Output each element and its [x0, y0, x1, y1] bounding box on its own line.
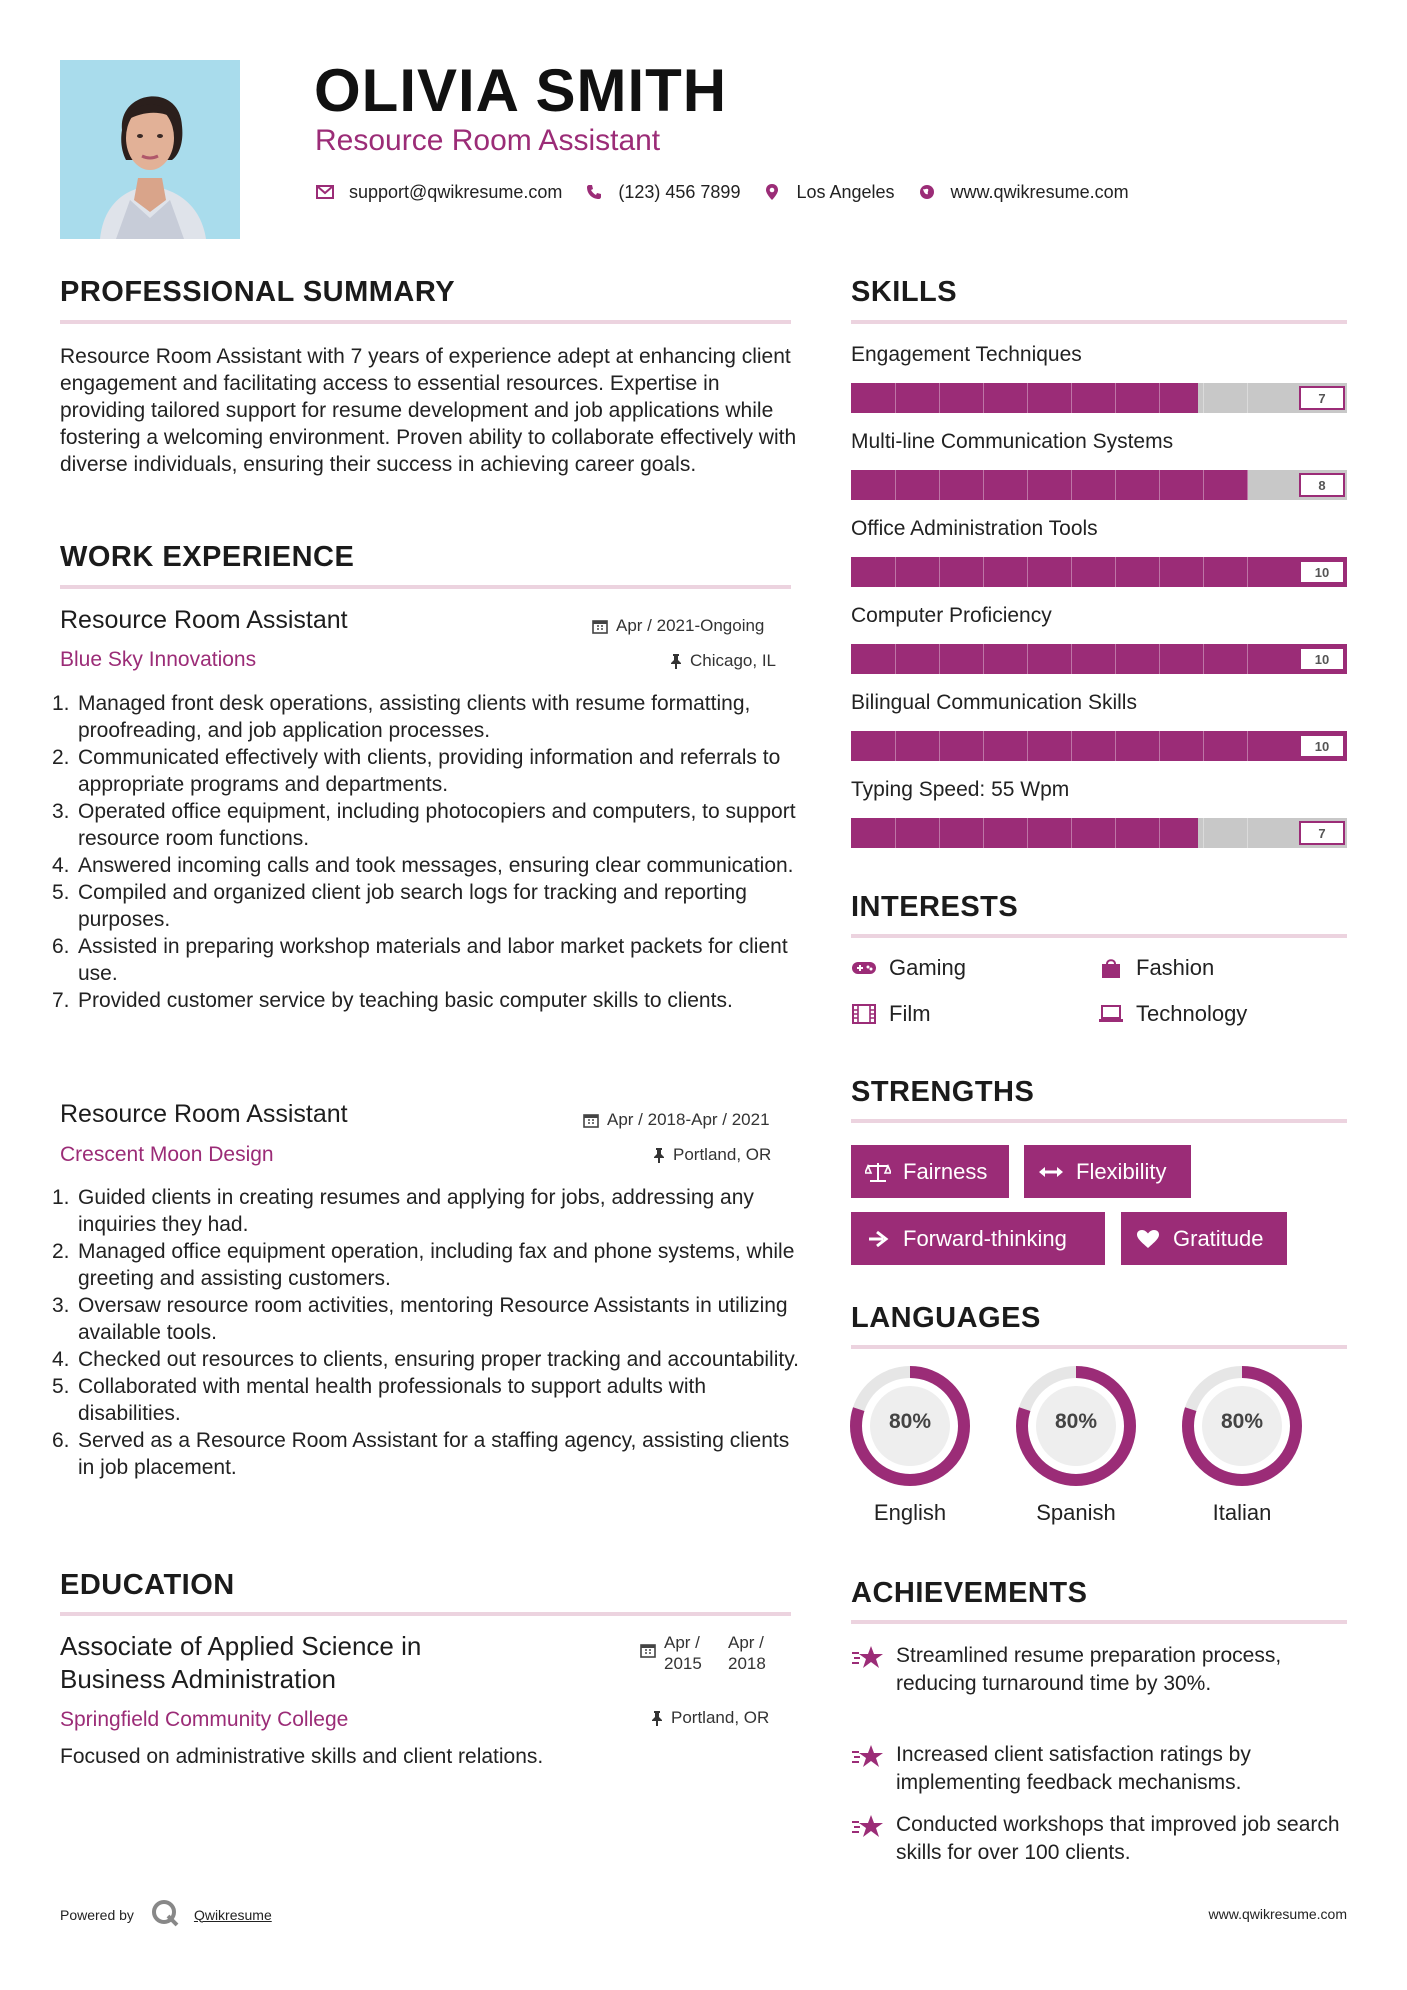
- language-italian: [1180, 1364, 1304, 1525]
- skill-bar-segment: [1203, 731, 1204, 761]
- skill-bar-segment: [895, 644, 896, 674]
- pin-icon: [651, 1710, 663, 1726]
- interests-heading: INTERESTS: [851, 891, 1019, 923]
- strength-fairness: [851, 1145, 1009, 1198]
- education-heading: EDUCATION: [60, 1569, 235, 1601]
- job-company: Blue Sky Innovations: [60, 648, 257, 671]
- strengths-divider: [851, 1119, 1347, 1123]
- experience-divider: [60, 585, 791, 589]
- job-dates-text: Apr / 2021-Ongoing: [616, 616, 765, 635]
- skill-level-badge: 7: [1299, 821, 1345, 845]
- job-title: Resource Room Assistant: [60, 1100, 348, 1128]
- education-degree: Associate of Applied Science in Business Administration: [60, 1631, 422, 1694]
- skill-bar-segment: [939, 470, 940, 500]
- skill-bar-segment: [1115, 383, 1116, 413]
- achievement-item: [851, 1811, 1351, 1867]
- gamepad-icon: [851, 957, 877, 979]
- interest-label: Fashion: [1136, 955, 1215, 980]
- skill-bar: [851, 383, 1347, 413]
- skill-bar-segment: [1159, 644, 1160, 674]
- strengths-heading: STRENGTHS: [851, 1076, 1035, 1108]
- list-item: 4. Answered incoming calls and took messages, ensuring clear communication.: [52, 854, 794, 877]
- skills-divider: [851, 320, 1347, 324]
- interest-fashion: [1098, 955, 1214, 981]
- skill-bar-segment: [1159, 470, 1160, 500]
- skill-bar-segment: [1027, 644, 1028, 674]
- list-item: 5. Compiled and organized client job search logs for tracking and reporting purposes.: [52, 881, 747, 931]
- job-responsibilities: [52, 690, 802, 1014]
- skill-level-badge: 10: [1299, 734, 1345, 758]
- balance-scale-icon: [865, 1161, 891, 1183]
- interest-label: Film: [889, 1001, 931, 1026]
- achievement-text: Increased client satisfaction ratings by implementing feedback mechanisms.: [896, 1743, 1251, 1794]
- language-percent: 80%: [1054, 1410, 1098, 1433]
- calendar-icon: [592, 618, 608, 634]
- arrow-right-icon: [865, 1228, 891, 1250]
- skill-bar-segment: [1115, 557, 1116, 587]
- interest-label: Gaming: [889, 955, 967, 980]
- skill-bar-segment: [1027, 557, 1028, 587]
- achievement-item: [851, 1642, 1351, 1698]
- skill-label: Bilingual Communication Skills: [851, 691, 1137, 714]
- envelope-icon: [315, 182, 335, 202]
- skill-bar-segment: [1115, 818, 1116, 848]
- language-label: Italian: [1212, 1500, 1272, 1525]
- star-icon: [851, 1645, 885, 1671]
- achievements-divider: [851, 1620, 1347, 1624]
- skill-bar-fill: [851, 731, 1347, 761]
- skill-bar-segment: [1071, 557, 1072, 587]
- skill-bar-segment: [1203, 818, 1204, 848]
- strength-label: Gratitude: [1173, 1225, 1264, 1251]
- skill-bar: [851, 818, 1347, 848]
- achievement-text: Streamlined resume preparation process, reducing turnaround time by 30%.: [896, 1644, 1282, 1695]
- skill-bar-segment: [983, 818, 984, 848]
- arrows-horizontal-icon: [1038, 1161, 1064, 1183]
- skill-bar-segment: [895, 557, 896, 587]
- skill-bar-segment: [983, 557, 984, 587]
- list-item: 3. Operated office equipment, including photocopiers and computers, to support resource room functions.: [52, 800, 796, 850]
- skill-label: Computer Proficiency: [851, 604, 1052, 627]
- interest-film: [851, 1001, 931, 1027]
- interest-gaming: [851, 955, 966, 981]
- skill-label: Engagement Techniques: [851, 343, 1082, 366]
- skill-bar-segment: [1203, 557, 1204, 587]
- job-dates: [583, 1110, 770, 1130]
- shopping-bag-icon: [1098, 957, 1124, 979]
- list-item: 6. Served as a Resource Room Assistant for a staffing agency, assisting clients in job placement.: [52, 1429, 790, 1479]
- skill-bar-segment: [1071, 644, 1072, 674]
- language-label: Spanish: [1036, 1500, 1116, 1525]
- phone-icon: [584, 182, 604, 202]
- summary-text: Resource Room Assistant with 7 years of experience adept at enhancing client engagement and facilitating access to essential resources. Expertise in providing tailored support for resume development and job applications while fostering a welcoming environment. Proven ability to collaborate effectively with diverse individuals, ensuring their success in achieving career goals.: [60, 345, 797, 476]
- skill-level-badge: 10: [1299, 647, 1345, 671]
- strength-flexibility: [1024, 1145, 1191, 1198]
- film-icon: [851, 1003, 877, 1025]
- contact-phone[interactable]: (123) 456 7899: [618, 181, 741, 202]
- contact-location: Los Angeles: [796, 181, 895, 202]
- candidate-name: OLIVIA SMITH: [314, 57, 728, 124]
- profile-portrait-illustration: [60, 60, 240, 239]
- language-percent: 80%: [888, 1410, 932, 1433]
- qwikresume-logo-icon: [150, 1898, 180, 1931]
- skill-label: Typing Speed: 55 Wpm: [851, 778, 1070, 801]
- strength-gratitude: [1121, 1212, 1287, 1265]
- skill-bar-segment: [1071, 731, 1072, 761]
- strength-label: Flexibility: [1076, 1158, 1167, 1184]
- skill-bar-segment: [939, 731, 940, 761]
- skill-level-badge: 10: [1299, 560, 1345, 584]
- skill-bar: [851, 731, 1347, 761]
- list-item: 6. Assisted in preparing workshop materials and labor market packets for client use.: [52, 935, 788, 985]
- pin-icon: [653, 1147, 665, 1163]
- interest-technology: [1098, 1001, 1247, 1027]
- job-location-text: Chicago, IL: [690, 651, 776, 670]
- list-item: 3. Oversaw resource room activities, mentoring Resource Assistants in utilizing available tools.: [52, 1294, 788, 1344]
- languages-divider: [851, 1345, 1347, 1349]
- strength-forward-thinking: [851, 1212, 1105, 1265]
- language-label: English: [873, 1500, 947, 1525]
- skill-bar-fill: [851, 470, 1248, 500]
- skill-bar-segment: [1071, 470, 1072, 500]
- profile-photo: [60, 60, 240, 239]
- skills-heading: SKILLS: [851, 276, 958, 308]
- candidate-title: Resource Room Assistant: [315, 124, 661, 157]
- education-end-date: Apr / 2018: [728, 1633, 766, 1673]
- skill-bar-segment: [983, 731, 984, 761]
- skill-bar: [851, 557, 1347, 587]
- pin-icon: [670, 653, 682, 669]
- strength-label: Fairness: [903, 1158, 988, 1184]
- education-school: Springfield Community College: [60, 1708, 349, 1731]
- education-location: [651, 1708, 769, 1728]
- job-dates: [592, 616, 764, 636]
- calendar-icon: [640, 1642, 656, 1674]
- skill-bar-segment: [1115, 644, 1116, 674]
- skill-bar-fill: [851, 818, 1198, 848]
- skill-label: Multi-line Communication Systems: [851, 430, 1174, 453]
- language-percent: 80%: [1220, 1410, 1264, 1433]
- job-title: Resource Room Assistant: [60, 606, 348, 634]
- star-icon: [851, 1814, 885, 1840]
- skill-bar-segment: [1203, 470, 1204, 500]
- strength-label: Forward-thinking: [903, 1225, 1067, 1251]
- contact-bar: [315, 178, 1151, 206]
- skill-bar-segment: [939, 557, 940, 587]
- skill-bar-segment: [1247, 470, 1248, 500]
- language-spanish: [1014, 1364, 1138, 1525]
- skill-bar-segment: [1071, 383, 1072, 413]
- skill-bar-segment: [939, 818, 940, 848]
- footer-powered-by: [60, 1898, 272, 1931]
- achievements-heading: ACHIEVEMENTS: [851, 1577, 1088, 1609]
- skill-bar-segment: [1159, 818, 1160, 848]
- powered-by-label: Powered by: [60, 1906, 134, 1923]
- list-item: 2. Communicated effectively with clients, providing information and referrals to appropriate programs and departments.: [52, 746, 781, 796]
- skill-bar: [851, 644, 1347, 674]
- education-description: Focused on administrative skills and client relations.: [60, 1745, 544, 1768]
- skill-bar-segment: [1027, 383, 1028, 413]
- education-location-text: Portland, OR: [671, 1708, 770, 1727]
- star-icon: [851, 1744, 885, 1770]
- achievement-item: [851, 1741, 1351, 1797]
- skill-bar-segment: [895, 470, 896, 500]
- achievement-text: Conducted workshops that improved job search skills for over 100 clients.: [896, 1813, 1340, 1864]
- laptop-icon: [1098, 1003, 1124, 1025]
- education-divider: [60, 1612, 791, 1616]
- map-marker-icon: [762, 182, 782, 202]
- job-responsibilities: [52, 1184, 802, 1481]
- skill-bar-segment: [1115, 470, 1116, 500]
- job-dates-text: Apr / 2018-Apr / 2021: [607, 1110, 770, 1129]
- job-company: Crescent Moon Design: [60, 1143, 274, 1166]
- skill-bar-segment: [983, 644, 984, 674]
- skill-bar-segment: [1027, 818, 1028, 848]
- calendar-icon: [583, 1112, 599, 1128]
- experience-heading: WORK EXPERIENCE: [60, 541, 355, 573]
- list-item: 2. Managed office equipment operation, including fax and phone systems, while greeting and assisting customers.: [52, 1240, 795, 1290]
- skill-bar-segment: [983, 470, 984, 500]
- summary-divider: [60, 320, 791, 324]
- skill-bar: [851, 470, 1347, 500]
- skill-bar-segment: [1071, 818, 1072, 848]
- list-item: 4. Checked out resources to clients, ensuring proper tracking and accountability.: [52, 1348, 800, 1371]
- skill-bar-segment: [983, 383, 984, 413]
- skill-bar-segment: [1159, 557, 1160, 587]
- skill-bar-segment: [1159, 731, 1160, 761]
- skill-label: Office Administration Tools: [851, 517, 1098, 540]
- interests-divider: [851, 934, 1347, 938]
- globe-icon: [917, 182, 937, 202]
- skill-bar-segment: [1247, 731, 1248, 761]
- job-location: [670, 651, 776, 671]
- summary-heading: PROFESSIONAL SUMMARY: [60, 276, 456, 308]
- languages-heading: LANGUAGES: [851, 1302, 1041, 1334]
- skill-bar-segment: [1247, 644, 1248, 674]
- footer-website[interactable]: www.qwikresume.com: [1208, 1906, 1347, 1922]
- skill-level-badge: 7: [1299, 386, 1345, 410]
- skill-bar-fill: [851, 383, 1198, 413]
- job-location-text: Portland, OR: [673, 1145, 772, 1164]
- skill-bar-fill: [851, 557, 1347, 587]
- brand-link[interactable]: Qwikresume: [193, 1906, 272, 1923]
- skill-bar-segment: [1159, 383, 1160, 413]
- skill-bar-segment: [1203, 383, 1204, 413]
- skill-bar-segment: [1203, 644, 1204, 674]
- skill-bar-segment: [895, 383, 896, 413]
- skill-bar-segment: [1115, 731, 1116, 761]
- skill-bar-segment: [1247, 557, 1248, 587]
- skill-bar-segment: [895, 818, 896, 848]
- language-english: [848, 1364, 972, 1525]
- heart-icon: [1135, 1228, 1161, 1250]
- skill-bar-segment: [1027, 731, 1028, 761]
- list-item: 7. Provided customer service by teaching basic computer skills to clients.: [52, 989, 733, 1012]
- list-item: 1. Managed front desk operations, assisting clients with resume formatting, proofreading, and job application processes.: [52, 692, 751, 742]
- contact-website[interactable]: www.qwikresume.com: [950, 181, 1129, 202]
- skill-bar-segment: [1247, 818, 1248, 848]
- education-start-date: Apr / 2015: [664, 1633, 702, 1673]
- skill-bar-segment: [1247, 383, 1248, 413]
- skill-bar-segment: [939, 383, 940, 413]
- skill-level-badge: 8: [1299, 473, 1345, 497]
- interest-label: Technology: [1136, 1001, 1248, 1026]
- skill-bar-segment: [1027, 470, 1028, 500]
- list-item: 1. Guided clients in creating resumes and applying for jobs, addressing any inquiries they had.: [52, 1186, 754, 1236]
- skill-bar-segment: [939, 644, 940, 674]
- job-location: [653, 1145, 771, 1165]
- education-dates: [640, 1632, 792, 1674]
- list-item: 5. Collaborated with mental health professionals to support adults with disabilities.: [52, 1375, 707, 1425]
- contact-email[interactable]: support@qwikresume.com: [349, 181, 563, 202]
- skill-bar-fill: [851, 644, 1347, 674]
- skill-bar-segment: [895, 731, 896, 761]
